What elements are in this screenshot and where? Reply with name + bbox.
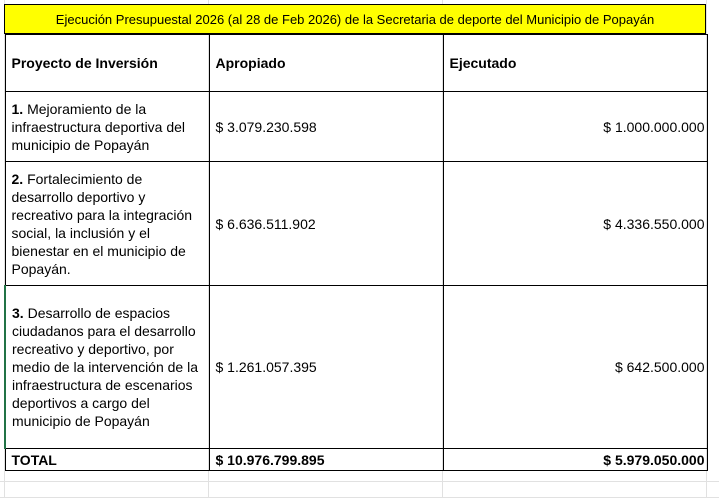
gridline [0,481,719,482]
total-appropriated[interactable]: $ 10.976.799.895 [209,449,443,471]
header-row [5,35,707,92]
project-cell[interactable] [5,162,209,286]
table-row [5,286,707,449]
total-label[interactable]: TOTAL [5,449,209,471]
project-name: Mejoramiento de la infraestructura deportiva del municipio de Popayán [11,100,186,153]
appropriated-cell[interactable]: $ 3.079.230.598 [209,92,443,162]
appropriated-cell[interactable]: $ 6.636.511.902 [209,162,443,286]
project-number: 1. [11,100,24,117]
header-appropriated[interactable]: Apropiado [209,35,443,92]
table-row [5,92,707,162]
project-name: Fortalecimiento de desarrollo deportivo y recreativo para la integración social, la inclusión y el bienestar en el municipio de Popayán. [11,170,193,277]
header-executed[interactable]: Ejecutado [443,35,707,92]
project-name: Desarrollo de espacios ciudadanos para el desarrollo recreativo y deportivo, por medio de la intervención de la infraestructura de escenarios deportivos a cargo del municipio de Popayán [12,305,199,429]
total-executed[interactable]: $ 5.979.050.000 [443,449,707,471]
project-cell[interactable] [5,92,209,162]
executed-cell[interactable]: $ 642.500.000 [443,286,707,449]
project-cell[interactable] [5,286,209,449]
sheet-title[interactable]: Ejecución Presupuestal 2026 (al 28 de Feb 2026) de la Secretaria de deporte del Municipio de Popayán [4,4,706,34]
table-row [5,162,707,286]
total-row [5,449,707,471]
executed-cell[interactable]: $ 1.000.000.000 [443,92,707,162]
project-number: 2. [11,170,24,187]
appropriated-cell[interactable]: $ 1.261.057.395 [209,286,443,449]
executed-cell[interactable]: $ 4.336.550.000 [443,162,707,286]
budget-table [4,34,708,471]
header-project[interactable]: Proyecto de Inversión [5,35,209,92]
project-number: 3. [12,305,24,321]
